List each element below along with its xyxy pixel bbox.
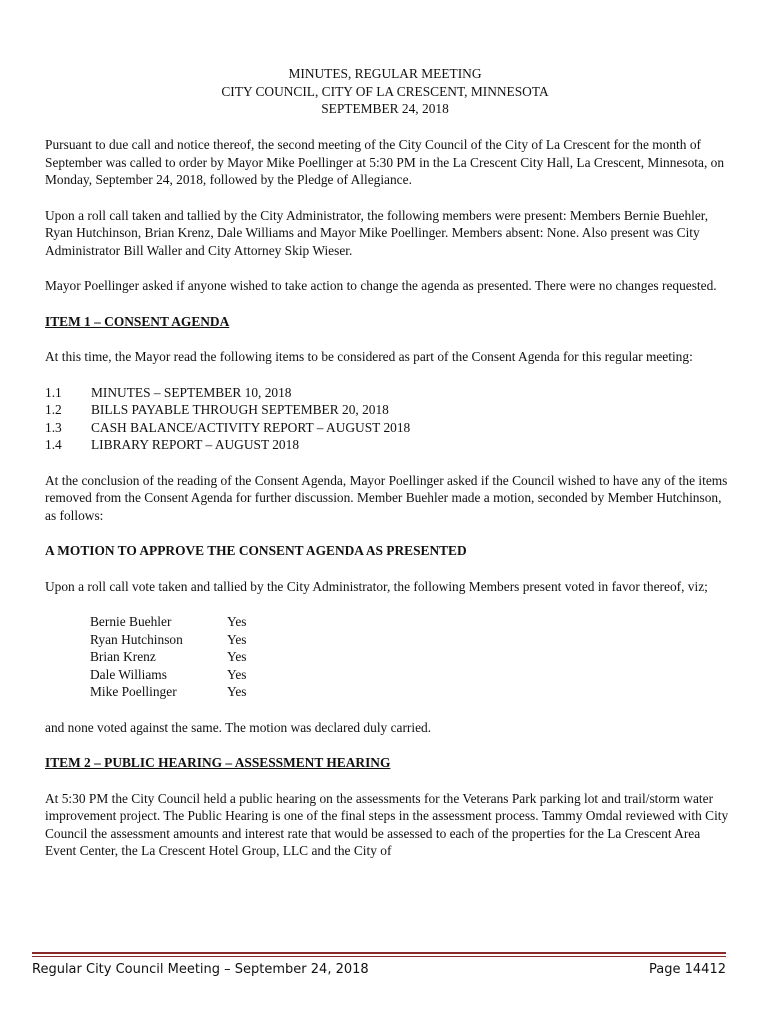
- list-item-text: LIBRARY REPORT – AUGUST 2018: [91, 437, 300, 452]
- list-item: [45, 384, 730, 402]
- header-date: SEPTEMBER 24, 2018: [321, 101, 449, 116]
- page-footer: [32, 962, 726, 977]
- intro-paragraph: Pursuant to due call and notice thereof, the second meeting of the City Council of the City of La Crescent for the month of September was called to order by Mayor Mike Poellinger at 5:30 PM in the La Crescent City Hall, La Crescent, Minnesota, on Monday, September 24, 2018, followed by the Pledge of Allegiance.: [45, 137, 725, 187]
- vote-row: [90, 631, 730, 649]
- header-title: MINUTES, REGULAR MEETING: [288, 66, 482, 81]
- list-item: [45, 436, 730, 454]
- list-item: [45, 419, 730, 437]
- list-item-number: 1.1: [45, 384, 62, 400]
- item2-heading: ITEM 2 – PUBLIC HEARING – ASSESSMENT HEARING: [45, 755, 391, 770]
- list-item-text: MINUTES – SEPTEMBER 10, 2018: [91, 384, 292, 400]
- vote-member: Ryan Hutchinson: [90, 631, 183, 647]
- list-item-text: CASH BALANCE/ACTIVITY REPORT – AUGUST 2018: [91, 419, 411, 435]
- vote-intro: Upon a roll call vote taken and tallied by the City Administrator, the following Members present voted in favor thereof, viz;: [45, 578, 708, 594]
- footer-meeting-title: Regular City Council Meeting – September 24, 2018: [32, 962, 369, 977]
- agenda-paragraph: Mayor Poellinger asked if anyone wished to take action to change the agenda as presented. There were no changes requested.: [45, 278, 717, 293]
- item1-intro: At this time, the Mayor read the following items to be considered as part of the Consent Agenda for this regular meeting:: [45, 349, 693, 364]
- list-item-number: 1.2: [45, 402, 62, 417]
- vote-row: [90, 613, 730, 631]
- footer-divider-thin: [32, 956, 726, 957]
- motion-heading: A MOTION TO APPROVE THE CONSENT AGENDA AS PRESENTED: [45, 543, 467, 558]
- document-header: [0, 65, 770, 118]
- vote-row: [90, 666, 730, 684]
- footer-divider: [32, 952, 726, 954]
- item1-heading: ITEM 1 – CONSENT AGENDA: [45, 313, 230, 329]
- document-body: [45, 136, 730, 878]
- vote-value: Yes: [227, 614, 247, 629]
- vote-member: Brian Krenz: [90, 649, 156, 664]
- list-item-text: BILLS PAYABLE THROUGH SEPTEMBER 20, 2018: [91, 402, 389, 417]
- vote-member: Dale Williams: [90, 666, 167, 682]
- vote-row: [90, 683, 730, 701]
- vote-value: Yes: [227, 666, 247, 682]
- vote-member: Bernie Buehler: [90, 614, 172, 629]
- vote-table: [90, 613, 730, 701]
- consent-agenda-list: [45, 384, 730, 454]
- list-item-number: 1.4: [45, 437, 62, 452]
- vote-row: [90, 648, 730, 666]
- item1-conclusion: At the conclusion of the reading of the Consent Agenda, Mayor Poellinger asked if the Council wished to have any of the items removed from the Consent Agenda for further discussion. Member Buehler made a motion, seconded by Member Hutchinson, as follows:: [45, 472, 728, 523]
- vote-result: and none voted against the same. The motion was declared duly carried.: [45, 719, 432, 735]
- header-council: CITY COUNCIL, CITY OF LA CRESCENT, MINNESOTA: [221, 83, 549, 99]
- vote-value: Yes: [227, 649, 247, 664]
- list-item: [45, 401, 730, 419]
- roll-call-paragraph: Upon a roll call taken and tallied by the City Administrator, the following members were present: Members Bernie Buehler, Ryan Hutchinson, Brian Krenz, Dale Williams and Mayor Mike Poellinger. Members absent: None. Also present was City Administrator Bill Waller and City Attorney Skip Wieser.: [45, 207, 709, 258]
- footer-page-number: Page 14412: [649, 962, 726, 977]
- vote-value: Yes: [227, 631, 247, 647]
- vote-value: Yes: [227, 684, 247, 699]
- item2-paragraph: At 5:30 PM the City Council held a public hearing on the assessments for the Veterans Park parking lot and trail/storm water improvement project. The Public Hearing is one of the final steps in the assessment process. Tammy Omdal reviewed with City Council the assessment amounts and interest rate that would be assessed to each of the properties for the La Crescent Area Event Center, the La Crescent Hotel Group, LLC and the City of: [45, 790, 729, 858]
- vote-member: Mike Poellinger: [90, 684, 177, 699]
- list-item-number: 1.3: [45, 419, 62, 435]
